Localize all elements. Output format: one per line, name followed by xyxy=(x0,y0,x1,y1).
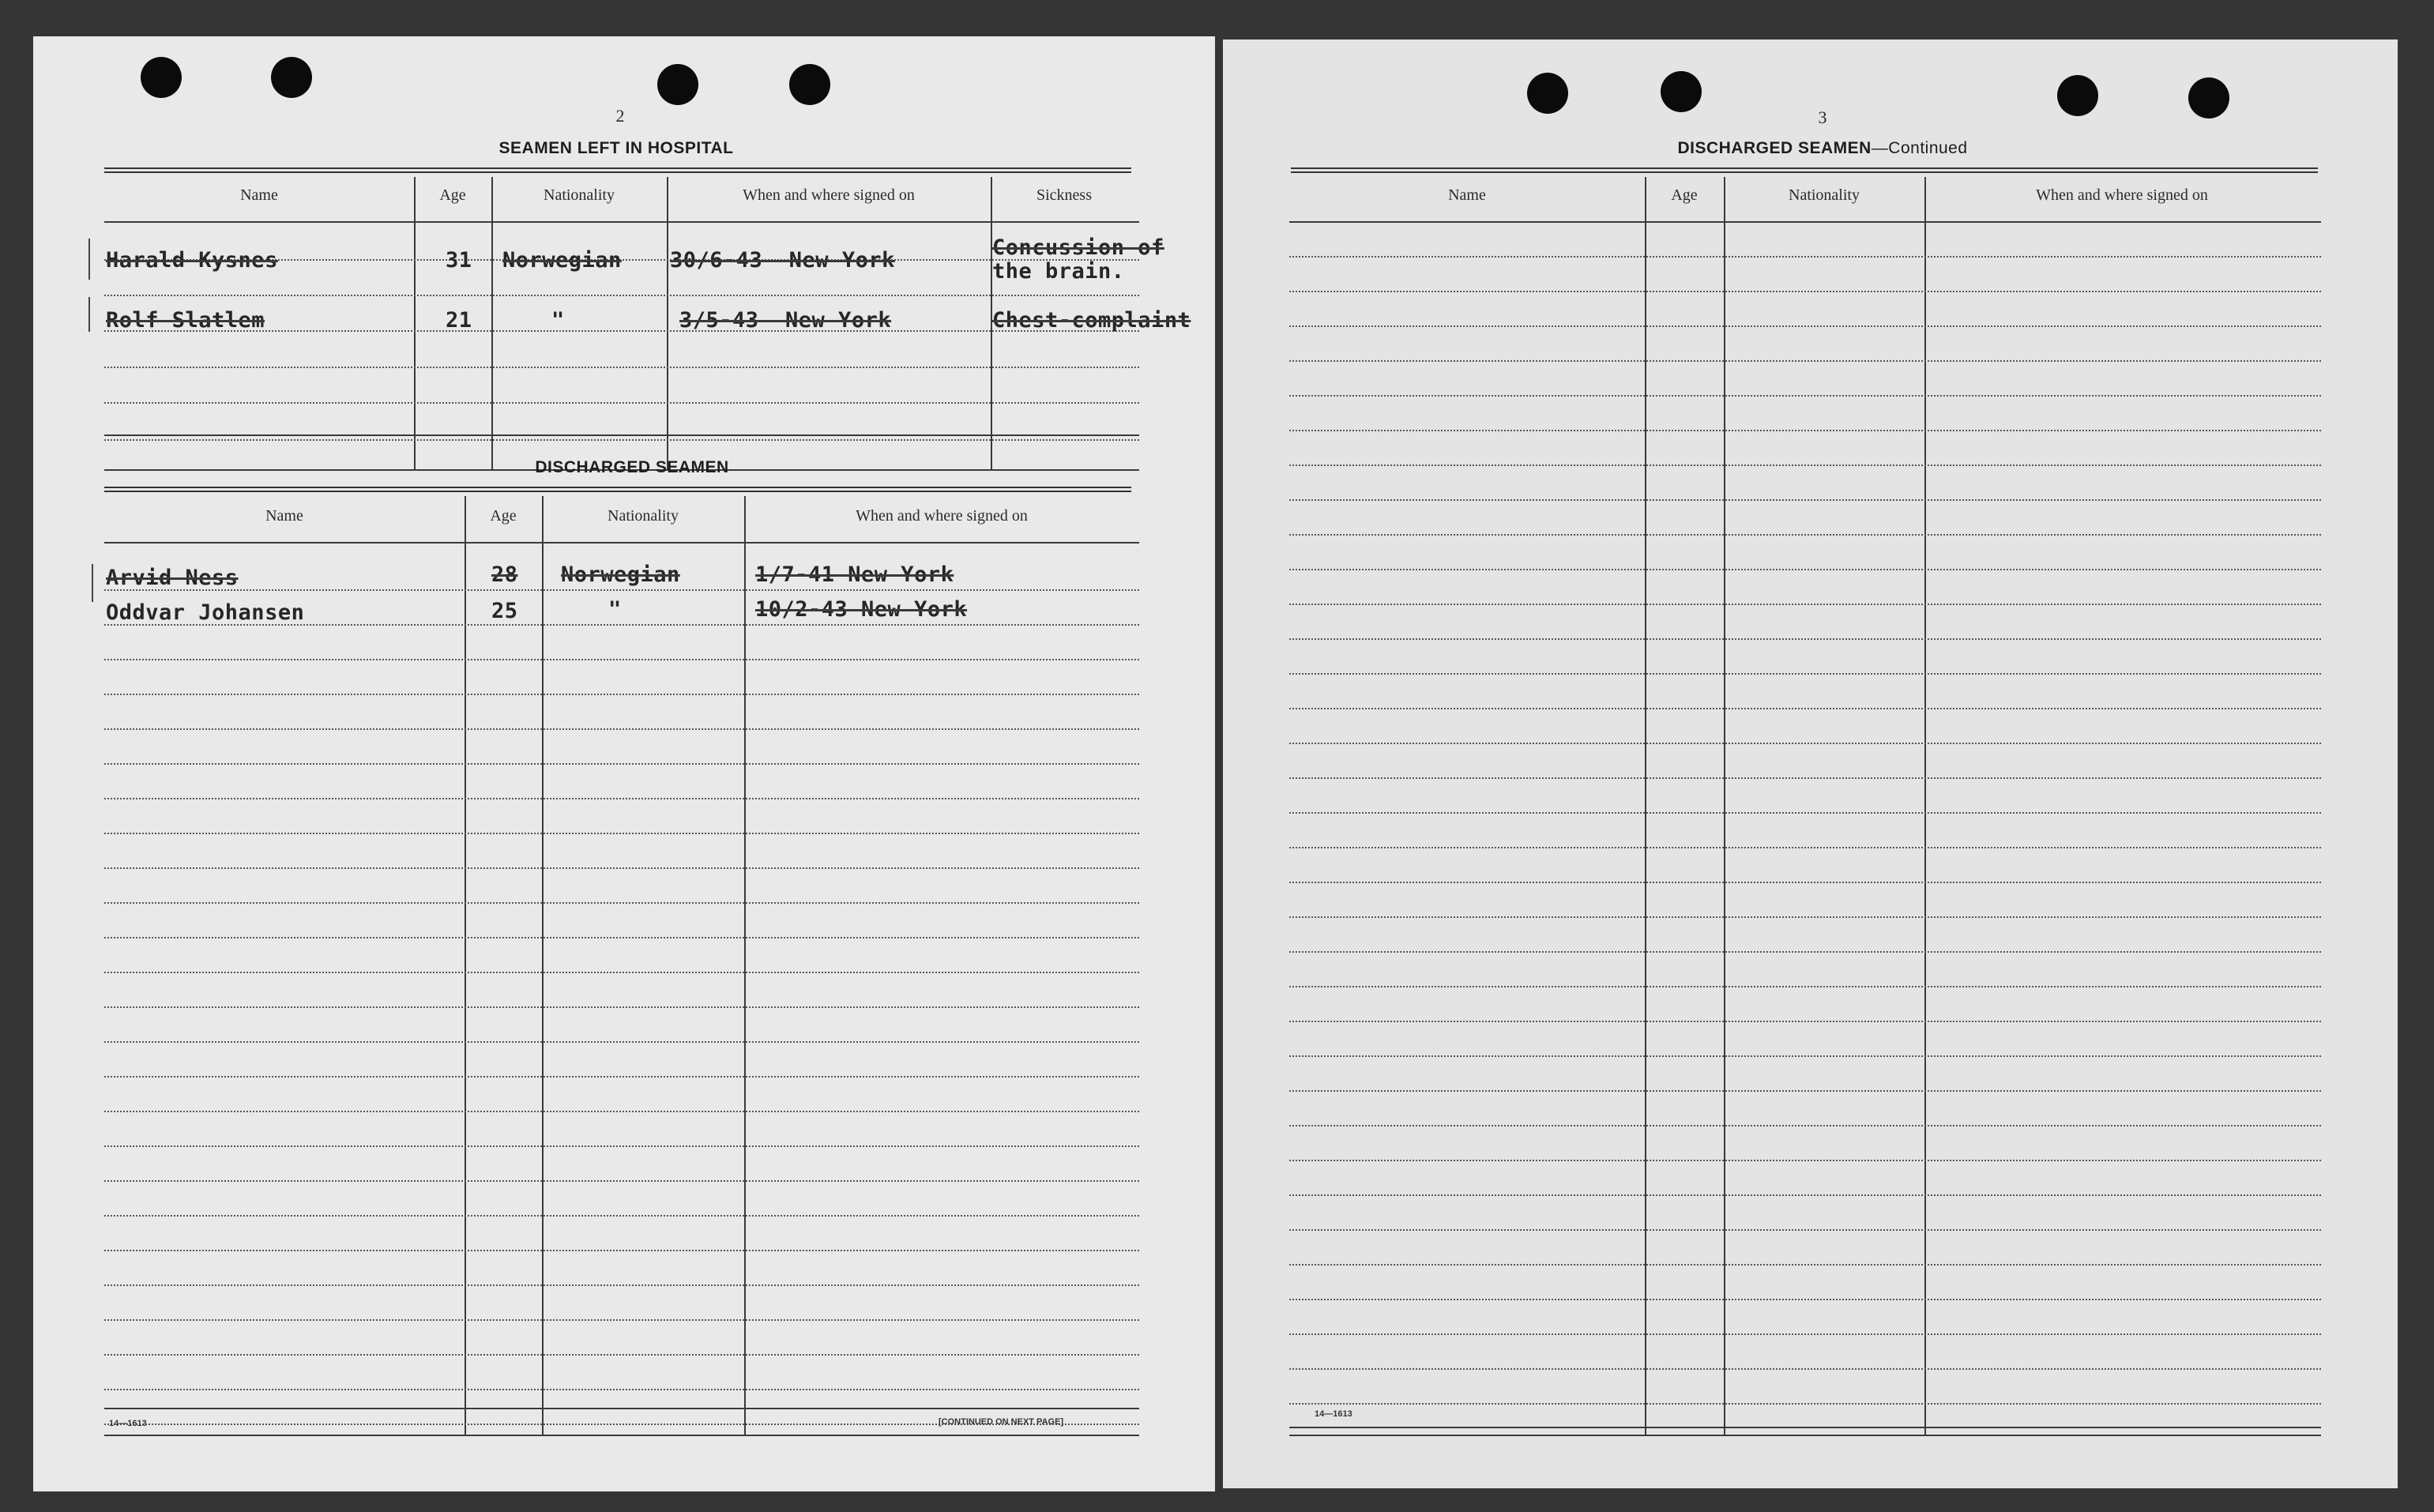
rule xyxy=(104,1408,1139,1409)
rule xyxy=(1289,743,2321,744)
rule xyxy=(104,167,1131,173)
rule xyxy=(104,694,1139,695)
rule xyxy=(104,833,1139,834)
discharged-row-age: 25 xyxy=(491,599,518,623)
rule xyxy=(104,1354,1139,1356)
col-header-age: Age xyxy=(439,186,466,204)
rule xyxy=(1289,1333,2321,1335)
rule xyxy=(1289,847,2321,848)
rule xyxy=(1289,1403,2321,1405)
rule xyxy=(104,434,1139,436)
rule xyxy=(667,177,668,471)
right-page xyxy=(1223,39,2398,1488)
rule xyxy=(542,496,544,1436)
form-number: 14—1613 xyxy=(1315,1409,1352,1419)
col-header-name: Name xyxy=(1448,186,1486,204)
title-continued: —Continued xyxy=(1871,139,1968,157)
rule xyxy=(1289,291,2321,292)
rule xyxy=(104,367,1139,368)
rule xyxy=(1289,1229,2321,1231)
rule xyxy=(104,1215,1139,1217)
rule xyxy=(104,763,1139,765)
rule xyxy=(1289,430,2321,431)
rule xyxy=(1289,638,2321,640)
discharged-row-name: Oddvar Johansen xyxy=(106,600,305,625)
punch-hole xyxy=(789,64,830,105)
rule xyxy=(1289,395,2321,397)
rule xyxy=(1645,177,1646,1436)
hospital-row-name: Rolf Slatlem xyxy=(106,308,265,333)
page-number: 2 xyxy=(615,106,625,126)
hospital-row-sickness: Chest-complaint xyxy=(992,308,1191,333)
discharged-section-title: DISCHARGED SEAMEN xyxy=(535,458,729,476)
col-header-age: Age xyxy=(490,507,517,525)
rule xyxy=(104,295,1139,296)
rule xyxy=(104,439,1139,441)
hospital-row-age: 31 xyxy=(446,248,472,273)
discharged-row-name: Arvid Ness xyxy=(106,566,239,590)
rule xyxy=(1924,177,1926,1436)
rule xyxy=(104,1435,1139,1436)
hospital-row-age: 21 xyxy=(446,308,472,333)
rule xyxy=(1289,882,2321,883)
rule xyxy=(1289,916,2321,918)
discharged-row-signed-on: 10/2-43 New York xyxy=(755,597,968,622)
rule xyxy=(744,496,746,1436)
hospital-row-name: Harald Kysnes xyxy=(106,248,278,273)
rule xyxy=(1289,325,2321,327)
punch-hole xyxy=(2188,77,2229,118)
discharged-row-age: 28 xyxy=(491,562,518,587)
rule xyxy=(1289,777,2321,779)
rule xyxy=(1289,360,2321,362)
left-page xyxy=(33,36,1215,1491)
punch-hole xyxy=(141,57,182,98)
discharged-row-nationality: " xyxy=(608,597,622,622)
rule xyxy=(1289,1090,2321,1092)
punch-hole xyxy=(271,57,312,98)
rule xyxy=(1724,177,1725,1436)
discharged-continued-title xyxy=(1586,139,2060,158)
hospital-row-signed-on: 30/6-43 New York xyxy=(670,248,895,273)
rule xyxy=(104,1180,1139,1182)
rule xyxy=(491,177,493,471)
rule xyxy=(104,1145,1139,1147)
rule xyxy=(104,937,1139,938)
rule xyxy=(1289,1021,2321,1022)
rule xyxy=(104,867,1139,869)
punch-hole xyxy=(657,64,698,105)
rule xyxy=(1289,1055,2321,1057)
rule xyxy=(1289,1194,2321,1196)
col-header-age: Age xyxy=(1671,186,1698,204)
rule xyxy=(1289,256,2321,258)
rule xyxy=(104,659,1139,660)
hospital-row-sickness: the brain. xyxy=(992,259,1125,284)
rule xyxy=(1289,465,2321,466)
form-number: 14—1613 xyxy=(109,1419,147,1428)
page-number: 3 xyxy=(1818,107,1827,127)
punch-hole xyxy=(1661,71,1702,112)
rule xyxy=(1291,167,2318,173)
hospital-row-nationality: Norwegian xyxy=(502,248,622,273)
rule xyxy=(104,402,1139,404)
col-header-signed-on: When and where signed on xyxy=(2036,186,2208,204)
rule xyxy=(104,221,1139,223)
punch-hole xyxy=(1527,73,1568,114)
rule xyxy=(1289,499,2321,501)
hospital-row-nationality: " xyxy=(551,308,565,333)
rule xyxy=(1289,986,2321,987)
continued-note: [CONTINUED ON NEXT PAGE] xyxy=(939,1417,1064,1427)
title-main: DISCHARGED SEAMEN xyxy=(1677,139,1872,157)
rule xyxy=(1289,1299,2321,1300)
rule xyxy=(104,1284,1139,1286)
rule xyxy=(104,798,1139,799)
rule xyxy=(1289,1435,2321,1436)
rule xyxy=(1289,1125,2321,1126)
rule xyxy=(1289,812,2321,814)
rule xyxy=(1289,221,2321,223)
check-mark xyxy=(88,239,90,280)
rule xyxy=(104,487,1131,492)
rule xyxy=(104,1111,1139,1112)
rule xyxy=(104,1319,1139,1321)
rule xyxy=(104,589,1139,591)
hospital-section-title: SEAMEN LEFT IN HOSPITAL xyxy=(498,139,734,157)
hospital-row-signed-on: 3/5-43 New York xyxy=(679,308,892,333)
check-mark xyxy=(88,297,90,332)
rule xyxy=(1289,569,2321,570)
rule xyxy=(104,1250,1139,1251)
rule xyxy=(104,1041,1139,1043)
col-header-nationality: Nationality xyxy=(544,186,615,204)
rule xyxy=(1289,673,2321,675)
rule xyxy=(104,542,1139,543)
col-header-name: Name xyxy=(265,507,303,525)
rule xyxy=(1289,951,2321,953)
rule xyxy=(1289,1264,2321,1266)
col-header-sickness: Sickness xyxy=(1036,186,1092,204)
discharged-row-nationality: Norwegian xyxy=(561,562,680,587)
rule xyxy=(104,1006,1139,1008)
rule xyxy=(1289,1160,2321,1161)
rule xyxy=(104,1389,1139,1390)
discharged-row-signed-on: 1/7-41 New York xyxy=(755,562,954,587)
col-header-signed-on: When and where signed on xyxy=(743,186,915,204)
col-header-nationality: Nationality xyxy=(608,507,679,525)
rule xyxy=(1289,1427,2321,1428)
check-mark xyxy=(92,564,93,602)
rule xyxy=(465,496,466,1436)
rule xyxy=(1289,708,2321,709)
col-header-nationality: Nationality xyxy=(1789,186,1860,204)
rule xyxy=(414,177,416,471)
rule xyxy=(1289,604,2321,605)
rule xyxy=(104,972,1139,973)
col-header-signed-on: When and where signed on xyxy=(856,507,1028,525)
rule xyxy=(1289,1368,2321,1370)
col-header-name: Name xyxy=(240,186,278,204)
rule xyxy=(104,902,1139,904)
punch-hole xyxy=(2057,75,2098,116)
rule xyxy=(1289,534,2321,536)
rule xyxy=(104,1076,1139,1078)
rule xyxy=(104,728,1139,730)
hospital-row-sickness: Concussion of xyxy=(992,235,1164,260)
